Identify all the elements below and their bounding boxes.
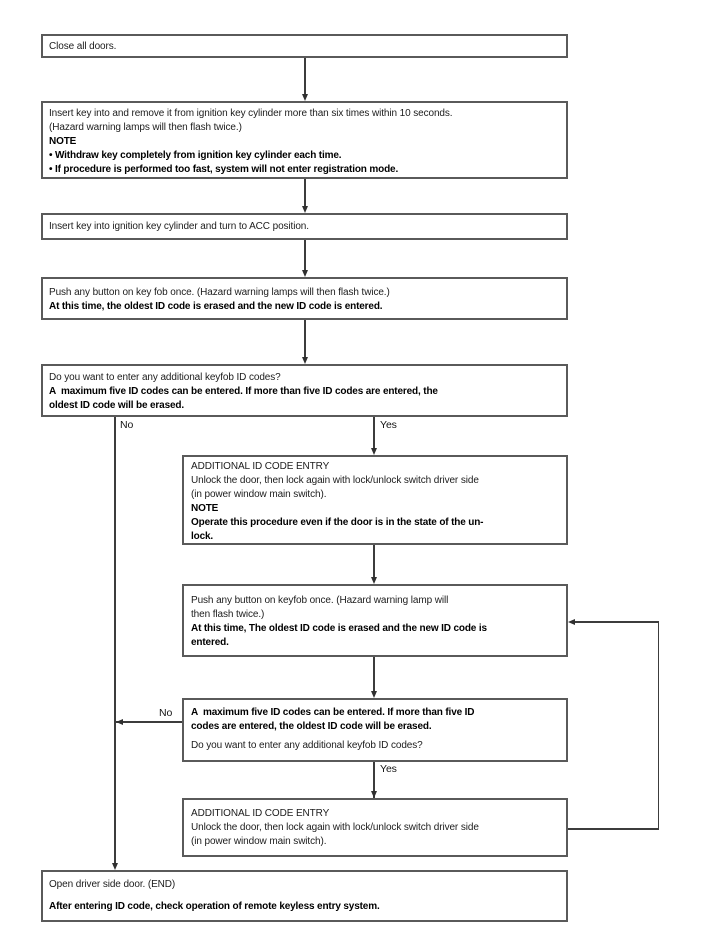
box-line: A maximum five ID codes can be entered. If more than five ID codes are entered, the xyxy=(49,386,438,397)
flow-box-close-doors xyxy=(41,34,568,58)
arrow-down-icon xyxy=(371,791,377,798)
flow-box-additional-entry-2 xyxy=(182,798,568,857)
flow-box-insert-remove-key xyxy=(41,101,568,179)
box-line: • Withdraw key completely from ignition key cylinder each time. xyxy=(49,150,342,161)
box-line: Unlock the door, then lock again with lock/unlock switch driver side xyxy=(191,822,479,833)
box-line: A maximum five ID codes can be entered. If more than five ID xyxy=(191,707,475,718)
flow-box-push-keyfob-2 xyxy=(182,584,568,657)
box-line: ADDITIONAL ID CODE ENTRY xyxy=(191,461,330,472)
flow-box-max-five-question xyxy=(182,698,568,762)
branch-label-no-1: No xyxy=(120,419,134,431)
box-line: entered. xyxy=(191,637,229,648)
box-line: NOTE xyxy=(191,503,219,514)
box-line: Operate this procedure even if the door is in the state of the un- xyxy=(191,517,484,528)
box-line: Do you want to enter any additional keyfob ID codes? xyxy=(49,372,281,383)
flow-box-push-keyfob xyxy=(41,277,568,320)
arrow-down-icon xyxy=(302,206,308,213)
connector-1-2 xyxy=(304,58,306,97)
box-line: Insert key into ignition key cylinder and turn to ACC position. xyxy=(49,221,309,232)
arrow-down-icon xyxy=(112,863,118,870)
box-line: ADDITIONAL ID CODE ENTRY xyxy=(191,808,330,819)
box-line: Open driver side door. (END) xyxy=(49,879,176,890)
connector-4-5 xyxy=(304,320,306,360)
arrow-left-icon xyxy=(568,619,575,625)
box-line: At this time, The oldest ID code is erased and the new ID code is xyxy=(191,623,487,634)
box-line: (Hazard warning lamps will then flash twice.) xyxy=(49,122,242,133)
box-line: oldest ID code will be erased. xyxy=(49,400,184,411)
branch-yes-line-1 xyxy=(373,417,375,452)
arrow-down-icon xyxy=(371,577,377,584)
loop-bottom-line xyxy=(568,828,659,830)
connector-3-4 xyxy=(304,240,306,273)
box-line: lock. xyxy=(191,531,214,542)
loop-top-line xyxy=(575,621,659,623)
box-line: codes are entered, the oldest ID code will be erased. xyxy=(191,721,432,732)
branch-label-yes-1: Yes xyxy=(380,419,397,431)
box-line: Do you want to enter any additional keyfob ID codes? xyxy=(191,740,423,751)
arrow-down-icon xyxy=(371,448,377,455)
flow-box-additional-question xyxy=(41,364,568,417)
flow-box-additional-entry-note xyxy=(182,455,568,545)
flow-box-end xyxy=(41,870,568,922)
branch-label-no-2: No xyxy=(159,707,173,719)
branch-no-line-2 xyxy=(116,721,182,723)
box-line: Push any button on key fob once. (Hazard warning lamps will then flash twice.) xyxy=(49,287,390,298)
flow-box-turn-acc xyxy=(41,213,568,240)
branch-no-line xyxy=(114,417,116,867)
box-line: Unlock the door, then lock again with lock/unlock switch driver side xyxy=(191,475,479,486)
box-line: (in power window main switch). xyxy=(191,836,327,847)
box-line: After entering ID code, check operation of remote keyless entry system. xyxy=(49,901,380,912)
connector-6-7 xyxy=(373,545,375,580)
box-line: Push any button on keyfob once. (Hazard warning lamp will xyxy=(191,595,449,606)
box-line: (in power window main switch). xyxy=(191,489,327,500)
loop-right-line xyxy=(658,622,660,829)
arrow-down-icon xyxy=(302,94,308,101)
connector-7-8 xyxy=(373,657,375,694)
box-line: At this time, the oldest ID code is erased and the new ID code is entered. xyxy=(49,301,383,312)
arrow-left-icon xyxy=(116,719,123,725)
connector-2-3 xyxy=(304,179,306,209)
box-line: Close all doors. xyxy=(49,41,117,52)
box-line: • If procedure is performed too fast, system will not enter registration mode. xyxy=(49,164,399,175)
arrow-down-icon xyxy=(371,691,377,698)
box-line: Insert key into and remove it from ignition key cylinder more than six times within 10 seconds. xyxy=(49,108,453,119)
arrow-down-icon xyxy=(302,270,308,277)
box-line: then flash twice.) xyxy=(191,609,265,620)
arrow-down-icon xyxy=(302,357,308,364)
box-line: NOTE xyxy=(49,136,77,147)
branch-label-yes-2: Yes xyxy=(380,763,397,775)
